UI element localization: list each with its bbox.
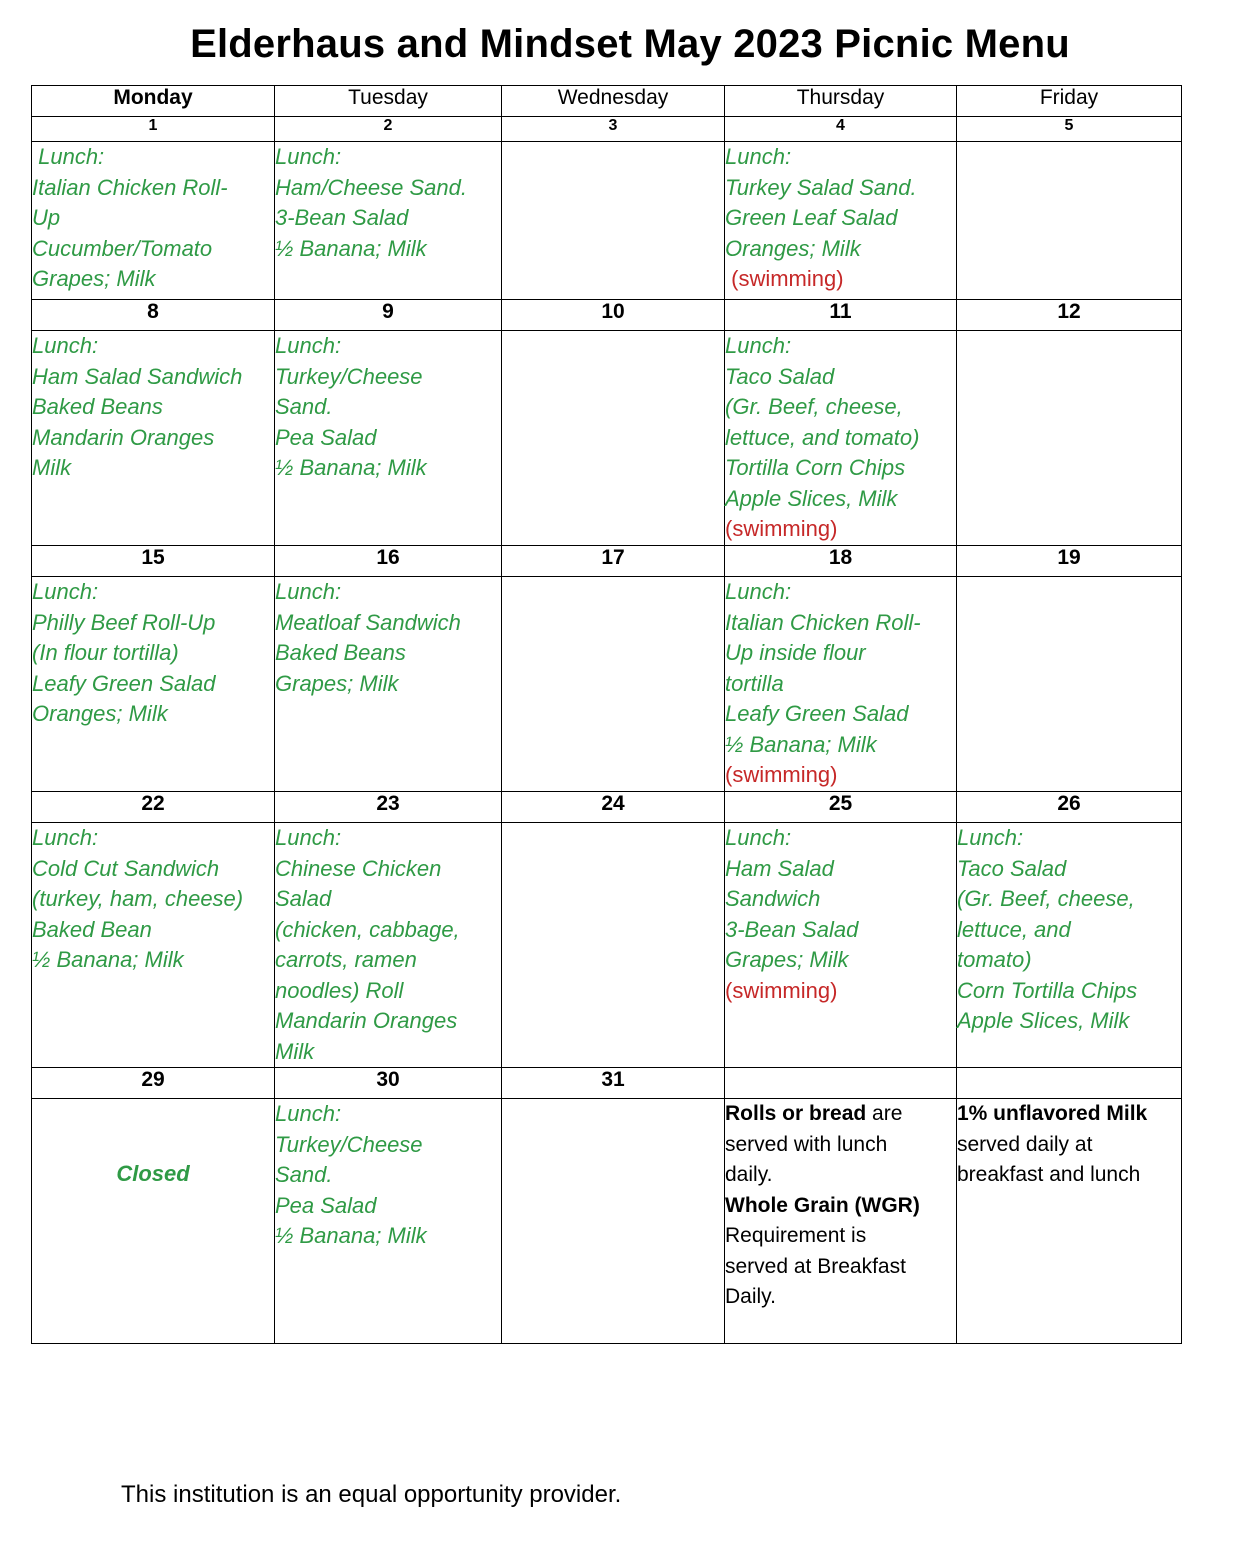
menu-item: Salad [275,886,332,911]
menu-cell [502,331,725,546]
menu-item: 3-Bean Salad [725,916,859,942]
menu-item: Leafy Green Salad [32,670,216,696]
menu-item: ½ Banana; Milk [275,235,427,261]
menu-cell [275,331,502,546]
menu-cell [502,577,725,792]
menu-cell [32,1099,275,1344]
menu-cell [725,142,957,300]
date-number: 4 [725,117,957,142]
menu-item: carrots, ramen [275,947,417,972]
menu-cell [502,1099,725,1344]
menu-item: Cold Cut Sandwich [32,855,220,881]
menu-item: Philly Beef Roll-Up [32,609,216,635]
date-number: 19 [957,546,1182,577]
date-number: 5 [957,117,1182,142]
info-note-text: daily. [725,1163,773,1186]
menu-item: Ham Salad [725,855,834,881]
menu-item: Italian Chicken Roll- [725,609,921,635]
menu-item: Chinese Chicken [275,855,442,881]
menu-item: Grapes; Milk [32,266,156,291]
menu-cell [32,142,275,300]
menu-item: Pea Salad [275,1192,377,1218]
menu-item: Baked Bean [32,916,152,942]
lunch-label: Lunch: [32,825,99,850]
info-note-bold: Rolls or bread [725,1102,867,1125]
date-number-row [32,1068,1182,1099]
info-note-line [725,1282,956,1313]
info-note-line [725,1252,956,1283]
menu-item: (turkey, ham, cheese) [32,886,244,911]
lunch-label: Lunch: [725,825,792,850]
day-header-friday: Friday [957,86,1182,117]
menu-item: Baked Beans [32,394,163,419]
menu-row [32,331,1182,546]
day-header-thursday: Thursday [725,86,957,117]
swimming-note: (swimming) [725,977,838,1003]
menu-row [32,577,1182,792]
date-number: 16 [275,546,502,577]
menu-item: Milk [32,455,72,480]
info-note-line [725,1221,956,1252]
menu-item: Sandwich [725,886,821,911]
menu-item: Corn Tortilla Chips [957,977,1138,1003]
lunch-label: Lunch: [275,1101,342,1126]
info-note-line [957,1160,1181,1191]
menu-cell [275,142,502,300]
lunch-label: Lunch: [725,333,792,358]
menu-item: (In flour tortilla) [32,640,179,665]
menu-item: ½ Banana; Milk [32,947,184,972]
menu-row [32,142,1182,300]
date-number [957,1068,1182,1099]
menu-item: Oranges; Milk [725,235,861,261]
info-note-text: served with lunch [725,1132,888,1156]
menu-item: Grapes; Milk [725,947,849,972]
lunch-label: Lunch: [32,333,99,358]
footer-statement: This institution is an equal opportunity provider. [121,1481,622,1508]
info-note-line [725,1191,956,1222]
menu-item: Italian Chicken Roll- [32,174,228,200]
menu-item: Green Leaf Salad [725,205,898,230]
date-number-row [32,792,1182,823]
info-note-bold: Whole Grain (WGR) [725,1193,920,1217]
menu-cell [957,823,1182,1068]
info-note-line [957,1099,1181,1130]
date-number: 2 [275,117,502,142]
lunch-label: Lunch: [725,144,792,169]
menu-item: Milk [275,1038,315,1064]
menu-item: Mandarin Oranges [275,1008,458,1033]
lunch-label: Lunch: [275,333,342,358]
menu-cell [275,577,502,792]
menu-cell [725,331,957,546]
menu-cell [957,1099,1182,1344]
menu-item: (Gr. Beef, cheese, [725,394,903,419]
menu-cell [957,142,1182,300]
menu-item: Taco Salad [957,855,1067,881]
date-number: 22 [32,792,275,823]
menu-cell [502,823,725,1068]
menu-cell [32,823,275,1068]
day-header-wednesday: Wednesday [502,86,725,117]
menu-row [32,1099,1182,1344]
menu-item: Grapes; Milk [275,670,399,696]
menu-item: Up [32,205,61,230]
info-note-text: served daily at [957,1132,1093,1156]
date-number: 3 [502,117,725,142]
date-number: 11 [725,300,957,331]
date-number: 9 [275,300,502,331]
lunch-label: Lunch: [275,144,342,169]
menu-item: Ham/Cheese Sand. [275,174,467,200]
info-note-line [725,1160,956,1191]
menu-cell [502,142,725,300]
info-note-text: served at Breakfast [725,1254,906,1278]
menu-cell [725,823,957,1068]
menu-item: ½ Banana; Milk [725,731,877,757]
menu-item: lettuce, and [957,916,1071,942]
menu-item: ½ Banana; Milk [275,1223,427,1248]
lunch-label: Lunch: [725,579,792,604]
info-note-line [725,1130,956,1161]
date-number: 30 [275,1068,502,1099]
closed-label: Closed [116,1161,190,1186]
day-header-row [32,86,1182,117]
lunch-label: Lunch: [275,825,342,850]
lunch-label: Lunch: [32,579,99,604]
date-number-row [32,300,1182,331]
menu-item: (chicken, cabbage, [275,916,460,942]
menu-row [32,823,1182,1068]
date-number: 25 [725,792,957,823]
menu-item: Sand. [275,394,333,419]
date-number: 10 [502,300,725,331]
menu-cell [725,577,957,792]
menu-item: (Gr. Beef, cheese, [957,886,1135,911]
date-number: 26 [957,792,1182,823]
menu-item: Tortilla Corn Chips [725,455,906,480]
menu-cell [275,1099,502,1344]
swimming-note: (swimming) [725,762,838,787]
menu-item: Cucumber/Tomato [32,235,213,261]
swimming-note: (swimming) [725,516,838,541]
menu-item: Sand. [275,1162,333,1187]
menu-item: Turkey/Cheese [275,363,423,389]
menu-item: Pea Salad [275,424,377,450]
date-number: 23 [275,792,502,823]
menu-item: Turkey/Cheese [275,1131,423,1157]
date-number: 12 [957,300,1182,331]
menu-item: tomato) [957,947,1032,972]
menu-item: Apple Slices, Milk [957,1008,1130,1033]
date-number-row [32,117,1182,142]
info-note-text: Requirement is [725,1224,867,1247]
info-note-text: breakfast and lunch [957,1163,1141,1186]
date-number: 8 [32,300,275,331]
menu-item: tortilla [725,670,784,696]
date-number: 18 [725,546,957,577]
date-number [725,1068,957,1099]
menu-item: Ham Salad Sandwich [32,363,243,389]
date-number: 17 [502,546,725,577]
info-note-line [725,1099,956,1130]
menu-item: Baked Beans [275,640,406,665]
info-note-text: Daily. [725,1285,776,1308]
date-number: 31 [502,1068,725,1099]
date-number: 15 [32,546,275,577]
menu-cell [275,823,502,1068]
menu-item: Up inside flour [725,640,866,665]
page-title: Elderhaus and Mindset May 2023 Picnic Menu [190,22,1070,66]
swimming-note: (swimming) [725,266,844,291]
menu-item: Taco Salad [725,363,835,389]
menu-item: 3-Bean Salad [275,205,409,230]
menu-cell [957,331,1182,546]
lunch-label: Lunch: [275,579,342,604]
menu-item: lettuce, and tomato) [725,424,920,450]
menu-item: Mandarin Oranges [32,424,215,450]
lunch-label: Lunch: [32,144,105,169]
menu-item: ½ Banana; Milk [275,455,427,480]
date-number: 29 [32,1068,275,1099]
calendar-body [32,86,1182,1344]
day-header-monday: Monday [32,86,275,117]
menu-item: noodles) Roll [275,977,404,1003]
date-number: 24 [502,792,725,823]
lunch-label: Lunch: [957,825,1024,850]
menu-calendar [31,85,1182,1344]
info-note-text: are [866,1102,903,1125]
menu-item: Turkey Salad Sand. [725,174,917,200]
day-header-tuesday: Tuesday [275,86,502,117]
menu-item: Leafy Green Salad [725,701,909,726]
menu-item: Meatloaf Sandwich [275,609,461,635]
info-note-bold: 1% unflavored Milk [957,1102,1148,1125]
menu-cell [32,331,275,546]
menu-cell [725,1099,957,1344]
menu-cell [957,577,1182,792]
date-number: 1 [32,117,275,142]
menu-item: Oranges; Milk [32,701,168,726]
menu-cell [32,577,275,792]
info-note-line [957,1130,1181,1161]
date-number-row [32,546,1182,577]
menu-item: Apple Slices, Milk [725,485,898,511]
